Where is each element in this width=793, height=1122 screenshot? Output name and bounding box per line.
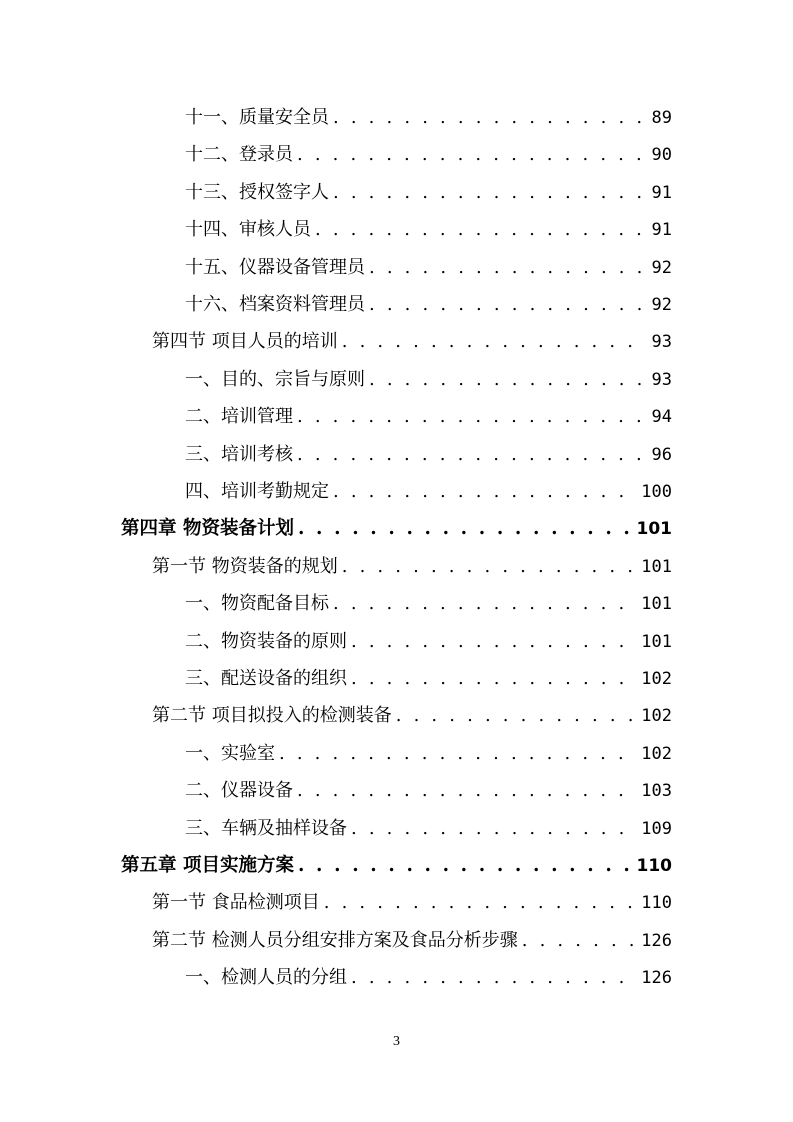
toc-entry-section[interactable] xyxy=(152,699,672,733)
toc-dot-leader xyxy=(333,587,635,621)
toc-entry-page: 90 xyxy=(651,145,672,166)
toc-entry-title: 一、目的、宗旨与原则 xyxy=(185,368,365,390)
toc-entry[interactable] xyxy=(185,251,672,285)
toc-entry-title: 十六、档案资料管理员 xyxy=(185,294,365,315)
toc-entry-title: 三、培训考核 xyxy=(185,443,293,465)
toc-entry-page: 91 xyxy=(651,182,672,203)
toc-entry-page: 96 xyxy=(651,444,672,465)
toc-entry-page: 102 xyxy=(641,743,672,764)
toc-dot-leader xyxy=(333,475,635,509)
toc-entry-page: 110 xyxy=(641,893,672,914)
toc-dot-leader xyxy=(522,924,636,958)
toc-entry[interactable] xyxy=(185,363,672,397)
toc-entry-page: 102 xyxy=(641,706,672,727)
toc-dot-leader xyxy=(333,101,646,135)
toc-entry[interactable] xyxy=(185,961,672,995)
toc-dot-leader xyxy=(342,325,646,359)
toc-entry-title: 第二节 项目拟投入的检测装备 xyxy=(152,705,392,727)
toc-dot-leader xyxy=(297,438,646,472)
toc-entry[interactable] xyxy=(185,475,672,509)
toc-entry-title: 三、车辆及抽样设备 xyxy=(185,817,347,839)
page-number: 3 xyxy=(393,1034,400,1049)
toc-entry-title: 十四、审核人员 xyxy=(185,219,311,241)
toc-entry-title: 十一、质量安全员 xyxy=(185,107,329,128)
toc-dot-leader xyxy=(342,550,636,584)
toc-entry-title: 一、检测人员的分组 xyxy=(185,967,347,989)
toc-dot-leader xyxy=(297,774,635,808)
toc-entry[interactable] xyxy=(185,213,672,247)
toc-entry-title: 三、配送设备的组织 xyxy=(185,668,347,689)
toc-entry-title: 十五、仪器设备管理员 xyxy=(185,256,365,278)
toc-entry[interactable] xyxy=(185,812,672,846)
toc-entry-page: 89 xyxy=(651,108,672,128)
toc-entry-title: 第五章 项目实施方案 xyxy=(121,855,294,876)
toc-entry-page: 93 xyxy=(651,332,672,353)
toc-entry-page: 100 xyxy=(641,482,672,502)
toc-entry[interactable] xyxy=(185,662,672,696)
toc-entry-title: 第一节 物资装备的规划 xyxy=(152,555,338,577)
toc-entry-page: 103 xyxy=(641,781,672,802)
toc-entry-page: 110 xyxy=(636,856,672,876)
toc-entry[interactable] xyxy=(185,138,672,172)
toc-entry-page: 91 xyxy=(651,220,672,241)
toc-entry-title: 一、实验室 xyxy=(185,742,275,764)
toc-entry-title: 二、仪器设备 xyxy=(185,780,293,802)
toc-entry-page: 101 xyxy=(636,519,672,540)
toc-entry-page: 126 xyxy=(641,930,672,951)
toc-dot-leader xyxy=(369,363,646,397)
toc-entry-title: 二、物资装备的原则 xyxy=(185,630,347,652)
toc-entry-title: 十三、授权签字人 xyxy=(185,181,329,203)
toc-entry-page: 94 xyxy=(651,407,672,428)
toc-entry[interactable] xyxy=(185,288,672,322)
toc-entry-chapter[interactable] xyxy=(121,512,672,546)
toc-entry-page: 101 xyxy=(641,556,672,577)
toc-entry-section[interactable] xyxy=(152,924,672,958)
toc-dot-leader xyxy=(396,699,636,733)
toc-entry-page: 92 xyxy=(651,257,672,278)
toc-entry-section[interactable] xyxy=(152,550,672,584)
toc-entry-title: 第四章 物资装备计划 xyxy=(121,518,294,540)
toc-entry-title: 一、物资配备目标 xyxy=(185,593,329,615)
toc-entry-page: 101 xyxy=(641,594,672,615)
toc-entry-title: 第二节 检测人员分组安排方案及食品分析步骤 xyxy=(152,929,518,951)
toc-dot-leader xyxy=(351,662,635,696)
toc-entry-title: 二、培训管理 xyxy=(185,406,293,428)
toc-dot-leader xyxy=(297,400,646,434)
toc-entry-chapter[interactable] xyxy=(121,849,672,883)
toc-dot-leader xyxy=(279,737,635,771)
toc-entry-page: 126 xyxy=(641,968,672,989)
toc-entry-page: 109 xyxy=(641,818,672,839)
toc-entry-title: 第四节 项目人员的培训 xyxy=(152,331,338,353)
toc-entry[interactable] xyxy=(185,176,672,210)
toc-entry[interactable] xyxy=(185,101,672,135)
toc-dot-leader xyxy=(333,176,646,210)
toc-entry-title: 第一节 食品检测项目 xyxy=(152,892,320,914)
toc-dot-leader xyxy=(369,288,646,322)
toc-entry-page: 92 xyxy=(651,295,672,315)
toc-dot-leader xyxy=(351,961,635,995)
toc-entry-title: 四、培训考勤规定 xyxy=(185,481,329,502)
toc-entry[interactable] xyxy=(185,774,672,808)
toc-dot-leader xyxy=(351,812,635,846)
toc-dot-leader xyxy=(324,886,636,920)
toc-entry-title: 十二、登录员 xyxy=(185,144,293,166)
toc-entry-page: 101 xyxy=(641,631,672,652)
toc-entry-section[interactable] xyxy=(152,886,672,920)
toc-entry[interactable] xyxy=(185,400,672,434)
toc-dot-leader xyxy=(315,213,646,247)
toc-entry[interactable] xyxy=(185,587,672,621)
toc-entry-page: 102 xyxy=(641,669,672,689)
toc-entry[interactable] xyxy=(185,438,672,472)
toc-entry[interactable] xyxy=(185,737,672,771)
toc-dot-leader xyxy=(369,251,646,285)
toc-dot-leader xyxy=(351,625,635,659)
toc-entry-section[interactable] xyxy=(152,325,672,359)
toc-dot-leader xyxy=(298,512,631,546)
toc-dot-leader xyxy=(298,849,631,883)
toc-entry-page: 93 xyxy=(651,369,672,390)
toc-entry[interactable] xyxy=(185,625,672,659)
toc-dot-leader xyxy=(297,138,646,172)
